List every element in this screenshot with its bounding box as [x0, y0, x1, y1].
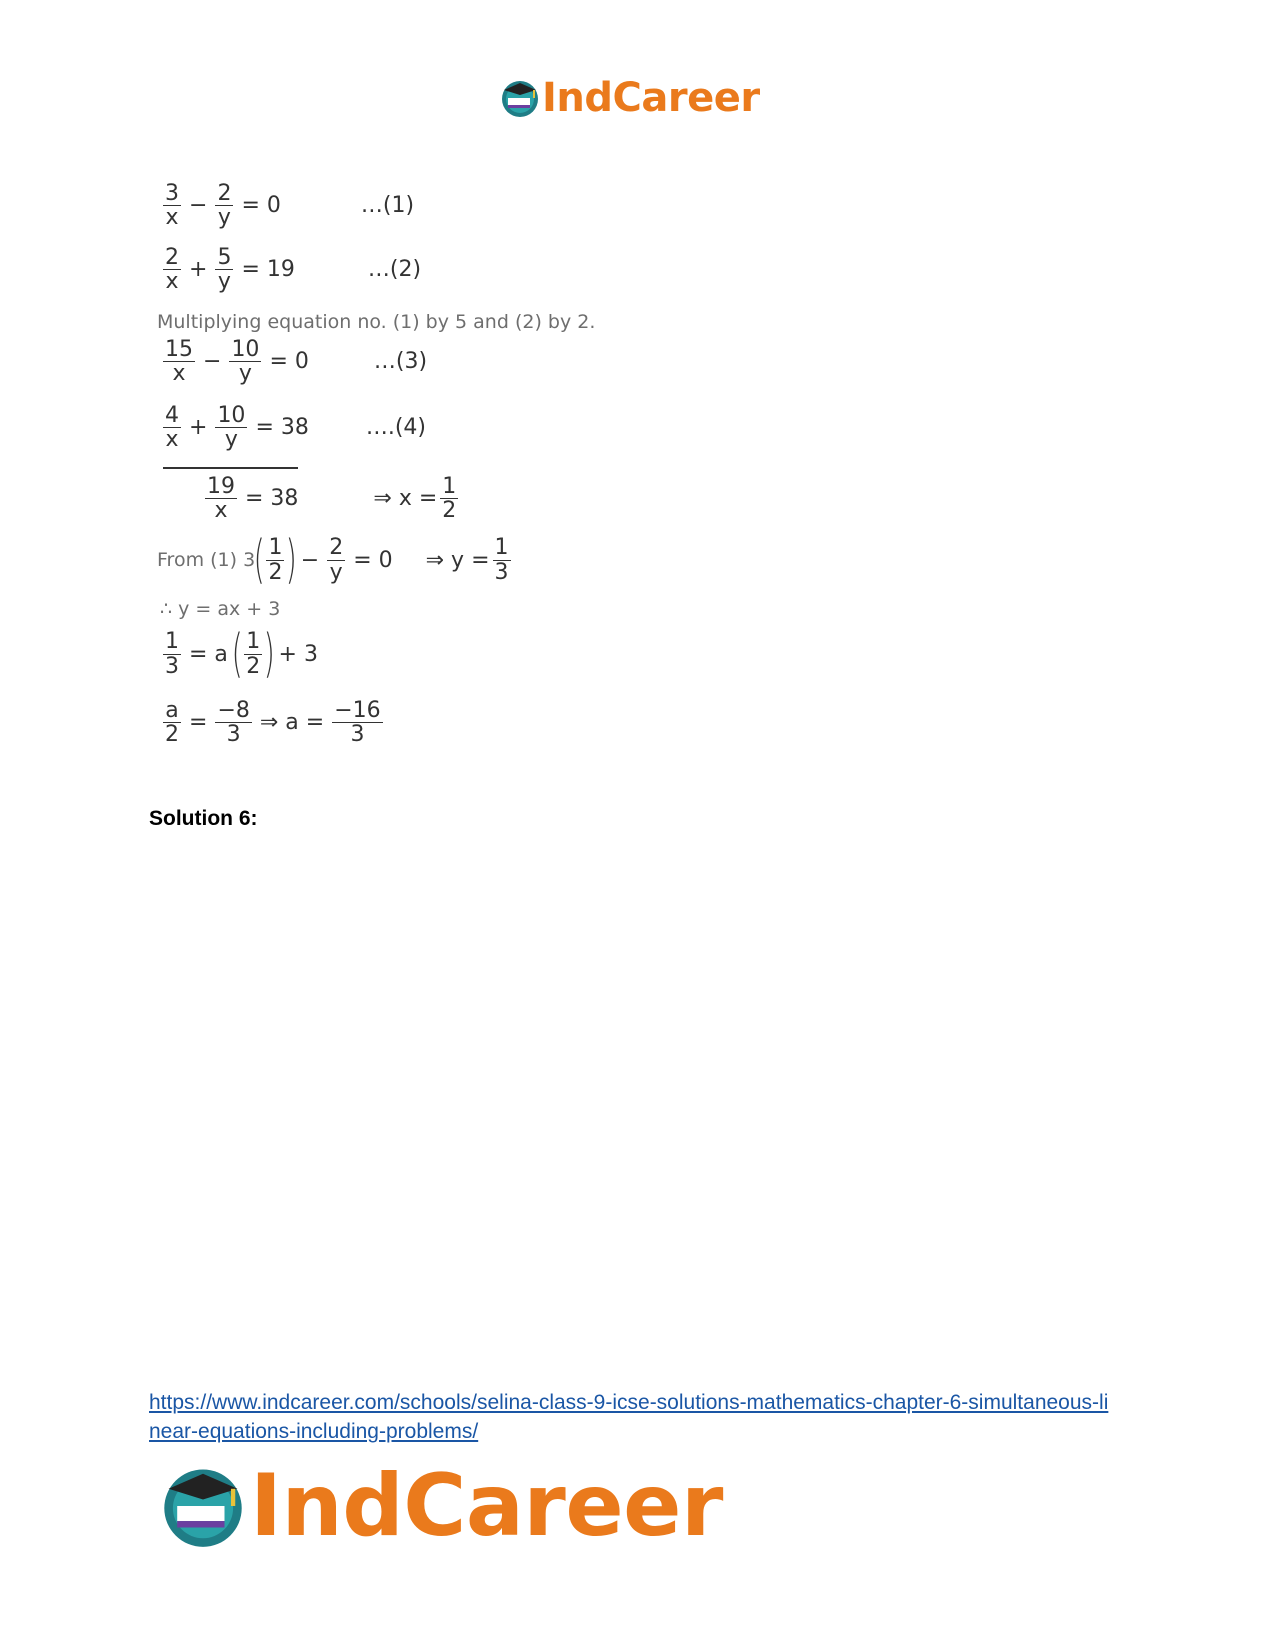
equation-7: ∴ y = ax + 3 — [160, 598, 281, 620]
equation-3: $\frac{15}{x}$ − $\frac{10}{y}$ = 0 …(3) — [165, 337, 428, 387]
equation-1: $\frac{3}{x}$ − $\frac{2}{y}$ = 0 …(1) — [165, 181, 415, 231]
equation-6: From (1) 3 ( $\frac{1}{2}$ ) − $\frac{2}{y}$ = 0 ⇒ y = $\frac{1}{3}$ — [157, 530, 509, 590]
sum-rule — [163, 467, 298, 469]
footer-logo — [160, 1456, 723, 1556]
step-note: Multiplying equation no. (1) by 5 and (2) by 2. — [157, 311, 596, 333]
source-link[interactable]: https://www.indcareer.com/schools/selina-class-9-icse-solutions-mathematics-chapter-6-simultaneous-linear-equations-including-problems/ — [149, 1391, 1109, 1443]
equation-8: $\frac{1}{3}$ = a ( $\frac{1}{2}$ ) + 3 — [165, 624, 318, 684]
graduation-cap-globe-icon — [160, 1463, 246, 1549]
equation-5: $\frac{19}{x}$ = 38 ⇒ x = $\frac{1}{2}$ — [207, 474, 457, 524]
equation-9: $\frac{a}{2}$ = $\frac{-8}{3}$ ⇒ a = $\frac{-16}{3}$ — [165, 698, 381, 748]
equation-4: $\frac{4}{x}$ + $\frac{10}{y}$ = 38 ….(4) — [165, 403, 427, 453]
header-logo — [500, 75, 760, 121]
equation-2: $\frac{2}{x}$ + $\frac{5}{y}$ = 19 …(2) — [165, 245, 422, 295]
solution-heading: Solution 6: — [149, 807, 258, 830]
graduation-cap-globe-icon — [500, 78, 540, 118]
logo-text: IndCareer — [542, 75, 760, 121]
logo-text: IndCareer — [250, 1456, 723, 1556]
